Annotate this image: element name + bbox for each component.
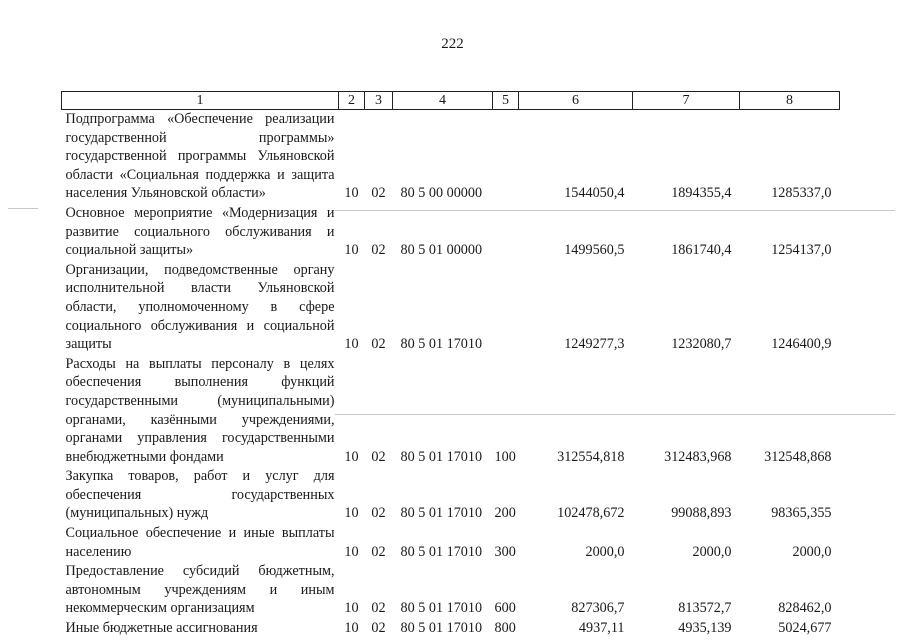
amount-col7: 312483,968 xyxy=(664,448,732,465)
subsection-code: 02 xyxy=(371,448,386,465)
column-header: 3 xyxy=(365,92,393,110)
amount-col7: 1232080,7 xyxy=(671,336,732,353)
row-name: Организации, подведомственные органу исполнительной власти Ульяновской области, уполномоченному в сфере социального обслуживания и социальной защиты xyxy=(65,261,335,353)
section-code: 10 xyxy=(344,600,359,617)
row-name: Предоставление субсидий бюджетным, автономным учреждениям и иным некоммерческим организациям xyxy=(65,563,335,617)
amount-col8: 98365,355 xyxy=(771,505,832,522)
subsection-code: 02 xyxy=(371,185,386,202)
subsection-code: 02 xyxy=(371,242,386,259)
scan-artifact-line xyxy=(8,208,38,209)
table-row xyxy=(62,355,840,468)
amount-col8: 828462,0 xyxy=(778,600,832,617)
expense-type-code: 300 xyxy=(494,543,516,560)
page-number: 222 xyxy=(441,36,464,52)
row-name: Закупка товаров, работ и услуг для обеспечения государственных (муниципальных) нужд xyxy=(65,468,335,522)
target-article-code: 80 5 00 00000 xyxy=(400,185,483,202)
expense-type-code: 800 xyxy=(494,620,516,637)
section-code: 10 xyxy=(344,505,359,522)
amount-col8: 2000,0 xyxy=(792,543,832,560)
table-row xyxy=(62,110,840,204)
amount-col6: 1249277,3 xyxy=(564,336,625,353)
amount-col6: 102478,672 xyxy=(557,505,625,522)
amount-col8: 5024,677 xyxy=(778,620,832,637)
amount-col7: 99088,893 xyxy=(671,505,732,522)
target-article-code: 80 5 01 17010 xyxy=(400,505,483,522)
target-article-code: 80 5 01 17010 xyxy=(400,448,483,465)
amount-col7: 1894355,4 xyxy=(671,185,732,202)
section-code: 10 xyxy=(344,185,359,202)
amount-col8: 1254137,0 xyxy=(771,242,832,259)
row-name: Иные бюджетные ассигнования xyxy=(65,620,258,637)
target-article-code: 80 5 01 00000 xyxy=(400,242,483,259)
subsection-code: 02 xyxy=(371,600,386,617)
target-article-code: 80 5 01 17010 xyxy=(400,600,483,617)
section-code: 10 xyxy=(344,242,359,259)
amount-col6: 312554,818 xyxy=(557,448,625,465)
table-row xyxy=(62,261,840,355)
expense-type-code xyxy=(493,204,519,261)
row-name: Социальное обеспечение и иные выплаты населению xyxy=(65,525,335,560)
amount-col8: 312548,868 xyxy=(764,448,832,465)
column-header: 1 xyxy=(62,92,339,110)
table-row xyxy=(62,524,840,562)
amount-col6: 1499560,5 xyxy=(564,242,625,259)
row-name: Расходы на выплаты персоналу в целях обеспечения выполнения функций государственными (муниципальными) органами, казёнными учреждениями, органами управления государственными внебюджетными фондами xyxy=(65,355,335,465)
amount-col6: 1544050,4 xyxy=(564,185,625,202)
amount-col7: 813572,7 xyxy=(678,600,732,617)
subsection-code: 02 xyxy=(371,620,386,637)
section-code: 10 xyxy=(344,336,359,353)
column-header: 2 xyxy=(339,92,365,110)
scan-artifact-line xyxy=(335,414,895,415)
amount-col6: 827306,7 xyxy=(571,600,625,617)
table-row xyxy=(62,467,840,524)
subsection-code: 02 xyxy=(371,543,386,560)
subsection-code: 02 xyxy=(371,336,386,353)
section-code: 10 xyxy=(344,543,359,560)
target-article-code: 80 5 01 17010 xyxy=(400,620,483,637)
column-header: 5 xyxy=(493,92,519,110)
expense-type-code: 200 xyxy=(494,505,516,522)
section-code: 10 xyxy=(344,448,359,465)
subsection-code: 02 xyxy=(371,505,386,522)
amount-col6: 2000,0 xyxy=(585,543,625,560)
amount-col8: 1285337,0 xyxy=(771,185,832,202)
expense-type-code xyxy=(493,110,519,204)
amount-col6: 4937,11 xyxy=(578,620,625,637)
column-header: 8 xyxy=(740,92,840,110)
amount-col8: 1246400,9 xyxy=(771,336,832,353)
column-header: 4 xyxy=(393,92,493,110)
column-header: 6 xyxy=(519,92,633,110)
budget-table xyxy=(61,91,840,639)
row-name: Подпрограмма «Обеспечение реализации государственной программы» государственной программы Ульяновской области «Социальная поддержка и защита населения Ульяновской области» xyxy=(65,111,335,202)
scan-artifact-line xyxy=(335,210,895,211)
target-article-code: 80 5 01 17010 xyxy=(400,543,483,560)
row-name: Основное мероприятие «Модернизация и развитие социального обслуживания и социальной защиты» xyxy=(65,204,335,259)
table-row xyxy=(62,562,840,619)
column-number-header-row xyxy=(62,92,840,110)
target-article-code: 80 5 01 17010 xyxy=(400,336,483,353)
amount-col7: 2000,0 xyxy=(692,543,732,560)
column-header: 7 xyxy=(633,92,740,110)
expense-type-code xyxy=(493,261,519,355)
section-code: 10 xyxy=(344,620,359,637)
expense-type-code: 100 xyxy=(494,448,516,465)
expense-type-code: 600 xyxy=(494,600,516,617)
amount-col7: 1861740,4 xyxy=(671,242,732,259)
table-row xyxy=(62,204,840,261)
table-row xyxy=(62,619,840,639)
amount-col7: 4935,139 xyxy=(678,620,732,637)
